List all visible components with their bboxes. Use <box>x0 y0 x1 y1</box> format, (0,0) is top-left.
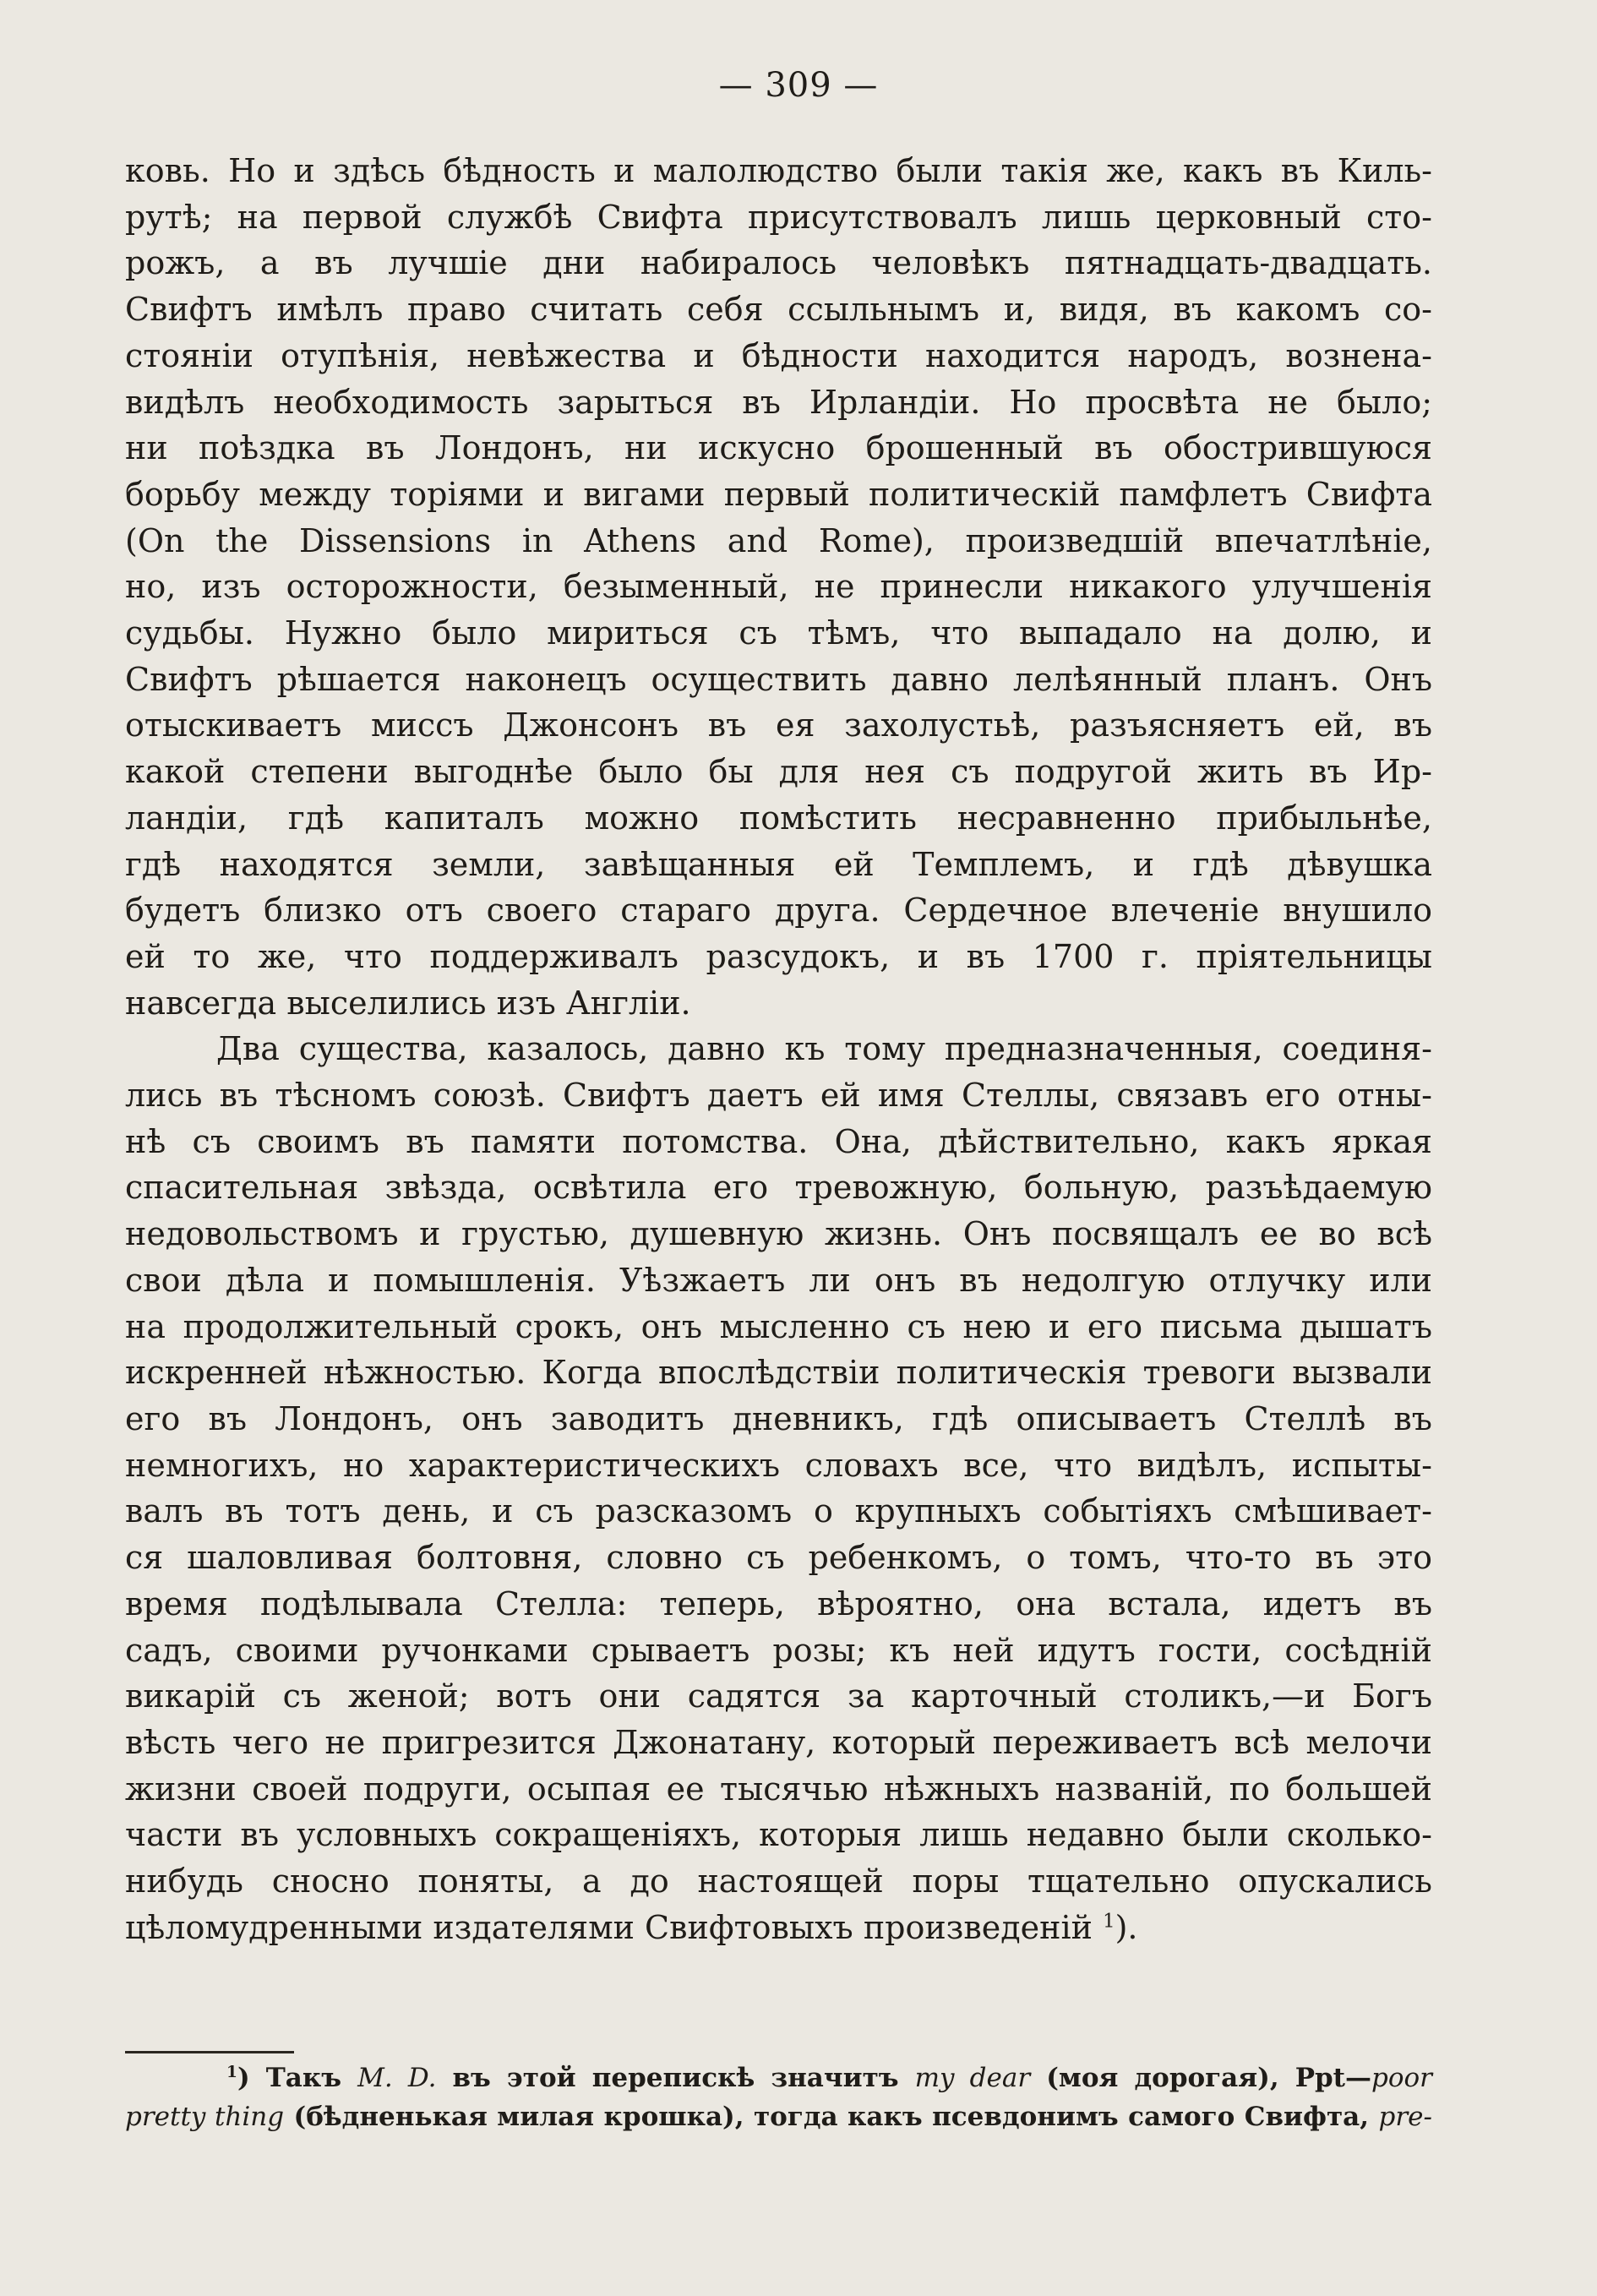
text-line: лись въ тѣсномъ союзѣ. Свифтъ даетъ ей имя Стеллы, связавъ его отны- <box>125 1077 1432 1115</box>
text-line: нибудь сносно поняты, а до настоящей поры тщательно опускались <box>125 1862 1432 1901</box>
text-line: время подѣлывала Стелла: теперь, вѣроятно, она встала, идетъ въ <box>125 1584 1432 1622</box>
text-line: отыскиваетъ миссъ Джонсонъ въ ея захолустьѣ, разъясняетъ ей, въ <box>125 706 1432 744</box>
text-line: судьбы. Нужно было мириться съ тѣмъ, что выпадало на долю, и <box>125 614 1432 652</box>
text-line: искренней нѣжностью. Когда впослѣдствіи политическія тревоги вызвали <box>125 1354 1432 1392</box>
footnote-separator <box>125 2051 294 2053</box>
footnote-reference: 1 <box>1103 1910 1115 1933</box>
text-line: какой степени выгоднѣе было бы для нея съ подругой жить въ Ир- <box>125 753 1432 791</box>
text-line: но, изъ осторожности, безыменный, не принесли никакого улучшенія <box>125 568 1432 606</box>
text-line: ни поѣздка въ Лондонъ, ни искусно брошенный въ обострившуюся <box>125 429 1432 467</box>
footnote-line-1 <box>125 2059 1432 2097</box>
footnote-text: (бѣдненькая милая крошка), тогда какъ псевдонимъ самого Свифта, <box>284 2102 1379 2132</box>
text-line: рожъ, а въ лучшіе дни набиралось человѣкъ пятнадцать-двадцать. <box>125 244 1432 282</box>
footnote-italic: pre- <box>1378 2102 1432 2132</box>
footnotes <box>125 2059 1432 2136</box>
text-line: жизни своей подруги, осыпая ее тысячью нѣжныхъ названій, по большей <box>125 1770 1432 1808</box>
footnote-text: ) Такъ <box>237 2063 358 2093</box>
footnote-reference-suffix: ). <box>1115 1908 1138 1946</box>
text-line: на продолжительный срокъ, онъ мысленно съ нею и его письма дышатъ <box>125 1307 1432 1345</box>
text-line: вѣсть чего не пригрезится Джонатану, который переживаетъ всѣ мелочи <box>125 1723 1432 1761</box>
text-line: видѣлъ необходимость зарыться въ Ирландіи. Но просвѣта не было; <box>125 383 1432 421</box>
footnote-text: въ этой перепискѣ значитъ <box>436 2063 915 2093</box>
text-line: Два существа, казалось, давно къ тому предназначенныя, соединя- <box>216 1030 1432 1068</box>
text-line: ей то же, что поддерживалъ разсудокъ, и въ 1700 г. пріятельницы <box>125 937 1432 975</box>
text-line: рутѣ; на первой службѣ Свифта присутствовалъ лишь церковный сто- <box>125 198 1432 236</box>
footnote-italic: my dear <box>914 2063 1031 2093</box>
text-line: Свифтъ рѣшается наконецъ осуществить давно лелѣянный планъ. Онъ <box>125 660 1432 698</box>
text-line-final <box>125 1905 1432 1951</box>
text-line: части въ условныхъ сокращеніяхъ, которыя лишь недавно были сколько- <box>125 1816 1432 1854</box>
footnote-italic: M. D. <box>357 2063 437 2093</box>
text-line: ся шаловливая болтовня, словно съ ребенкомъ, о томъ, что-то въ это <box>125 1539 1432 1577</box>
text-line: ландіи, гдѣ капиталъ можно помѣстить несравненно прибыльнѣе, <box>125 799 1432 837</box>
page-number: — 309 — <box>718 66 879 105</box>
text-line: свои дѣла и помышленія. Уѣзжаетъ ли онъ въ недолгую отлучку или <box>125 1261 1432 1299</box>
text-line: будетъ близко отъ своего стараго друга. Сердечное влеченіе внушило <box>125 892 1432 930</box>
paragraph-2 <box>125 1026 1432 1950</box>
text-line: навсегда выселились изъ Англіи. <box>125 984 691 1022</box>
text-line: валъ въ тотъ день, и съ разсказомъ о крупныхъ событіяхъ смѣшивает- <box>125 1492 1432 1530</box>
footnote-line-2 <box>125 2097 1432 2136</box>
text-line: стояніи отупѣнія, невѣжества и бѣдности находится народъ, вознена- <box>125 336 1432 374</box>
body-text <box>125 148 1432 1950</box>
text-line: викарій съ женой; вотъ они садятся за карточный столикъ,—и Богъ <box>125 1677 1432 1715</box>
text-line: садъ, своими ручонками срываетъ розы; къ ней идутъ гости, сосѣдній <box>125 1631 1432 1669</box>
footnote-marker: 1 <box>226 2063 237 2081</box>
text-line: немногихъ, но характеристическихъ словахъ все, что видѣлъ, испыты- <box>125 1446 1432 1484</box>
footnote-text: (моя дорогая), Ppt— <box>1030 2063 1371 2093</box>
text-line-final-text: цѣломудренными издателями Свифтовыхъ произведеній <box>125 1908 1093 1946</box>
text-line: его въ Лондонъ, онъ заводитъ дневникъ, гдѣ описываетъ Стеллѣ въ <box>125 1399 1432 1437</box>
text-line: недовольствомъ и грустью, душевную жизнь. Онъ посвящалъ ее во всѣ <box>125 1215 1432 1253</box>
text-line: гдѣ находятся земли, завѣщанныя ей Темплемъ, и гдѣ дѣвушка <box>125 845 1432 883</box>
text-line: спасительная звѣзда, освѣтила его тревожную, больную, разъѣдаемую <box>125 1169 1432 1207</box>
footnote-italic: pretty thing <box>125 2102 285 2132</box>
footnote-italic: poor <box>1371 2063 1432 2093</box>
text-line: (On the Dissensions in Athens and Rome), произведшій впечатлѣніе, <box>125 521 1432 559</box>
text-line: Свифтъ имѣлъ право считать себя ссыльнымъ и, видя, въ какомъ со- <box>125 291 1432 329</box>
text-line: борьбу между торіями и вигами первый политическій памфлетъ Свифта <box>125 475 1432 513</box>
paragraph-1 <box>125 148 1432 1026</box>
text-line: ковь. Но и здѣсь бѣдность и малолюдство были такія же, какъ въ Киль- <box>125 152 1432 189</box>
text-line: нѣ съ своимъ въ памяти потомства. Она, дѣйствительно, какъ яркая <box>125 1122 1432 1160</box>
